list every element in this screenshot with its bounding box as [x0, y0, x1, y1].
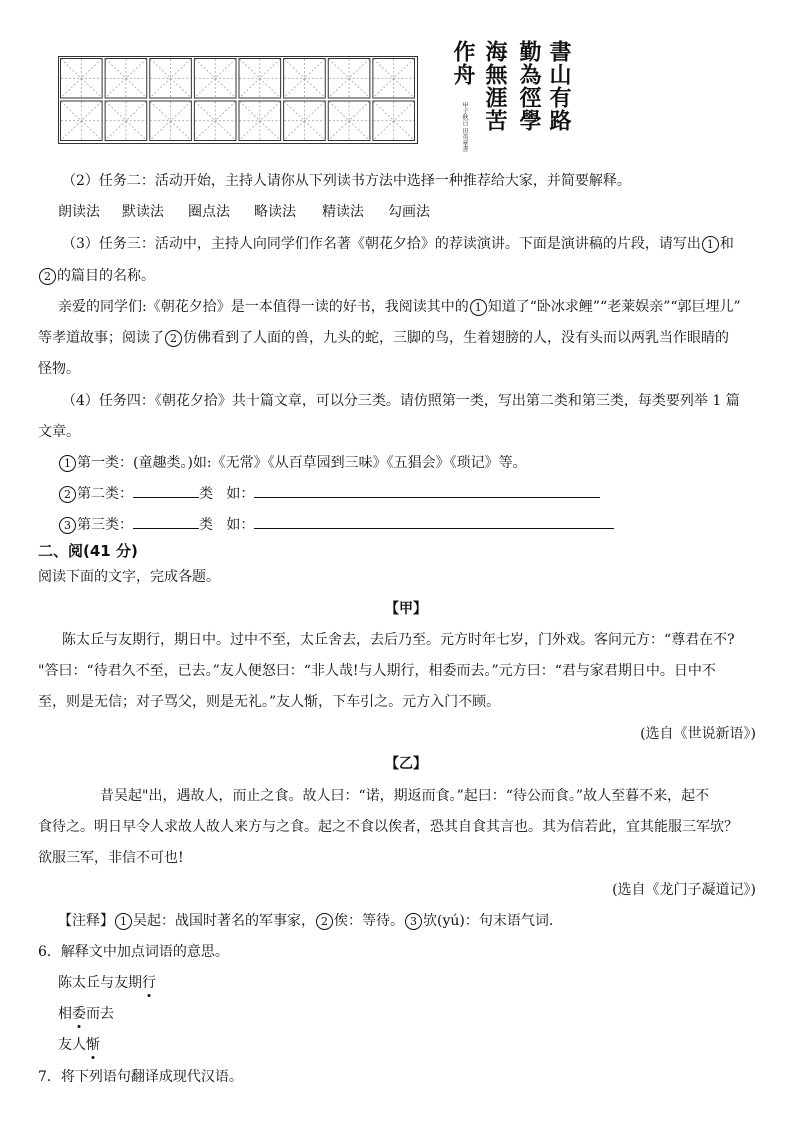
- speech-line-2: [38, 327, 729, 347]
- speech-text: 等孝道故事；阅读了: [38, 330, 164, 346]
- circle-number-1: 1: [59, 455, 76, 472]
- calligraphy-column-2: 勤為徑學: [516, 40, 542, 132]
- calligraphy-seal: 甲子秋日 田英章書: [461, 102, 468, 152]
- method-item: 勾画法: [388, 204, 430, 220]
- speech-text: 仿佛看到了人面的兽，九头的蛇，三脚的鸟，生着翅膀的人，没有头而以两乳当作眼睛的: [183, 330, 729, 346]
- category-3-label: 第三类：: [77, 517, 133, 533]
- category-2: [58, 483, 600, 503]
- calligraphy-image: [445, 40, 575, 160]
- speech-text: 亲爱的同学们:《朝花夕拾》是一本值得一读的好书，我阅读其中的: [58, 299, 469, 315]
- circle-number-2: 2: [59, 486, 76, 503]
- calligraphy-column-4: 作舟: [450, 40, 476, 86]
- item-text: 相: [58, 1006, 72, 1022]
- category-3-example-blank[interactable]: [254, 514, 614, 529]
- question-7-prompt: 7．将下列语句翻译成现代汉语。: [38, 1069, 243, 1085]
- passage-b-title: 【乙】: [385, 756, 427, 772]
- task4-prompt-line1: （4）任务四：《朝花夕拾》共十篇文章，可以分三类。请仿照第一类，写出第二类和第三类，每类要列举 1 篇: [62, 393, 740, 409]
- passage-a-line: "答曰：“待君久不至，已去。”友人便怒曰：“非人哉!与人期行，相委而去。”元方曰：“君与家君期日中。日中不: [38, 663, 716, 679]
- method-item: 圈点法: [188, 204, 230, 220]
- method-item: 默读法: [122, 204, 164, 220]
- ru-label: 如：: [226, 517, 255, 533]
- circle-number-2: 2: [165, 330, 182, 347]
- note-3: 欤(yú)：句末语气词.: [423, 913, 554, 929]
- section-instruction: 阅读下面的文字，完成各题。: [38, 569, 220, 585]
- speech-line-1: [58, 296, 741, 316]
- category-3: [58, 514, 614, 534]
- section-heading: 二、阅(41 分): [38, 542, 138, 560]
- task4-prompt-line2: 文章。: [38, 424, 80, 440]
- calligraphy-column-1: 書山有路: [546, 40, 572, 132]
- passage-b-source: (选自《龙门子凝道记》): [612, 882, 756, 898]
- passage-a-line: 陈太丘与友期行，期日中。过中不至，太丘舍去，去后乃至。元方时年七岁，门外戏。客问元方：“尊君在不?: [62, 632, 735, 648]
- task3-prompt-and: 和: [719, 236, 734, 252]
- question-6-item: [58, 972, 156, 992]
- method-item: 朗读法: [58, 204, 100, 220]
- ru-label: 如：: [226, 486, 255, 502]
- dotted-word: 惭: [86, 1037, 100, 1053]
- notes: [58, 910, 553, 930]
- calligraphy-grid: [58, 56, 418, 144]
- circle-number-1: 1: [702, 236, 719, 253]
- passage-b-line: 食待之。明日早令人求故人故人来方与之食。起之不食以俟者，恐其自食其言也。其为信若此，宜其能服三军欤？: [38, 819, 738, 835]
- speech-line-3: 怪物。: [38, 361, 80, 377]
- passage-b-line: 欲服三军，非信不可也!: [38, 850, 184, 866]
- circle-number-1: 1: [470, 299, 487, 316]
- category-3-type-blank[interactable]: [133, 514, 199, 529]
- method-item: 精读法: [322, 204, 364, 220]
- note-1: 吴起：战国时著名的军事家，: [133, 913, 315, 929]
- circle-number-2: 2: [39, 268, 56, 285]
- passage-a-line: 至，则是无信；对子骂父，则是无礼。”友人惭，下车引之。元方入门不顾。: [38, 694, 501, 710]
- circle-number-1: 1: [115, 913, 132, 930]
- method-item: 略读法: [254, 204, 296, 220]
- category-2-type-blank[interactable]: [133, 483, 199, 498]
- task3-prompt-text: （3）任务三：活动中，主持人向同学们作名著《朝花夕拾》的荐读演讲。下面是演讲稿的片段，请写出: [62, 236, 701, 252]
- circle-number-3: 3: [405, 913, 422, 930]
- category-2-label: 第二类：: [77, 486, 133, 502]
- question-6-prompt: 6．解释文中加点词语的意思。: [38, 944, 229, 960]
- question-6-item: [58, 1034, 100, 1054]
- dotted-word: 行: [142, 975, 156, 991]
- item-text: 陈太丘与友期: [58, 975, 142, 991]
- category-1-text: 第一类：(童趣类。)如:《无常》《从百草园到三味》《五猖会》《琐记》等。: [77, 455, 527, 471]
- type-word: 类: [199, 517, 213, 533]
- item-text: 而去: [86, 1006, 114, 1022]
- item-text: 友人: [58, 1037, 86, 1053]
- passage-a-title: 【甲】: [385, 601, 427, 617]
- type-word: 类: [199, 486, 213, 502]
- circle-number-2: 2: [316, 913, 333, 930]
- passage-a-source: (选自《世说新语》): [640, 726, 756, 742]
- category-2-example-blank[interactable]: [254, 483, 600, 498]
- category-1: [58, 452, 527, 472]
- task3-prompt-line1: [62, 233, 734, 253]
- question-6-item: [58, 1003, 114, 1023]
- calligraphy-column-3: 海無涯苦: [482, 40, 508, 132]
- circle-number-3: 3: [59, 517, 76, 534]
- task3-prompt-line2: [38, 265, 155, 285]
- task2-prompt: （2）任务二：活动开始，主持人请你从下列读书方法中选择一种推荐给大家，并简要解释。: [62, 173, 631, 189]
- task3-prompt-end: 的篇目的名称。: [57, 268, 155, 284]
- passage-b-line: 昔吴起"出，遇故人，而止之食。故人曰：“诺，期返而食。”起曰：“待公而食。”故人至暮不来，起不: [100, 788, 710, 804]
- speech-text: 知道了“卧冰求鲤”“老莱娱亲”“郭巨埋儿”: [487, 299, 741, 315]
- dotted-word: 委: [72, 1006, 86, 1022]
- note-2: 俟：等待。: [334, 913, 404, 929]
- notes-label: 【注释】: [58, 913, 114, 929]
